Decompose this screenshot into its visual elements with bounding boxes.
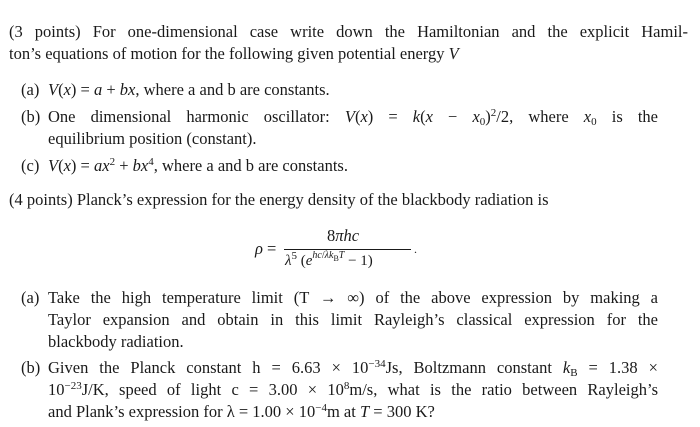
problem2-item-b-line3 <box>48 401 435 423</box>
problem1-item-a-label: (a) <box>21 80 40 99</box>
problem2-item-a-label: (a) <box>21 288 40 307</box>
problem2-item-a-line2: Taylor expansion and obtain in this limit Rayleigh’s classical expression for the <box>48 310 658 329</box>
equation-a: V <box>48 80 59 99</box>
problem1-item-a-text: V(x) = a + bx, where a and b are constants. <box>48 80 330 99</box>
problem2-item-a-line1: Take the high temperature limit (T → ∞) of the above expression by making a <box>48 288 658 307</box>
planck-constant-value: h = 6.63 × 10 <box>252 358 369 377</box>
boltzmann-constant-value: = 1.38 × <box>577 358 658 377</box>
temperature-value: = 300 K? <box>369 402 435 421</box>
item-c-tail: , where a and b are constants. <box>153 156 348 175</box>
boltzmann-exp: −23 <box>64 380 82 392</box>
wavelength-value: λ = 1.00 × 10 <box>226 402 316 421</box>
b-line1-pre: Given the Planck constant <box>48 358 253 377</box>
speed-of-light-value: c = 3.00 × 10 <box>231 380 344 399</box>
item-a-tail: , where a and b are constants. <box>135 80 330 99</box>
problem1-lead-line2-text: ton’s equations of motion for the following given potential energy <box>9 44 449 63</box>
problem2-lead: (4 points) Planck’s expression for the energy density of the blackbody radiation is <box>9 190 549 209</box>
problem1-item-b-label: (b) <box>21 107 41 126</box>
item-b-tail-b: is the <box>611 107 659 126</box>
equation-c: $V(x) = ax^2 + bx^4$ <box>48 156 154 175</box>
wavelength-exp: −4 <box>315 402 327 414</box>
potential-V: V <box>448 44 459 63</box>
b-line2-end: m/s, what is the ratio between Rayleigh’s <box>349 380 658 399</box>
problem1-item-c-text <box>48 155 348 177</box>
problem2-item-b-line1: Given the Planck constant $h = 6.63 \times 10^{-34}Js$, Boltzmann constant $k_B = 1.38$ × <box>48 358 658 379</box>
b-line3-pre: and Plank’s expression for <box>48 402 227 421</box>
problem1-item-c-label: (c) <box>21 156 40 175</box>
problem1-item-b-line2: equilibrium position (constant). <box>48 129 257 148</box>
item-b-pre: One dimensional harmonic oscillator: <box>48 107 330 126</box>
problem1-lead-line2 <box>9 43 459 65</box>
problem2-item-b-label: (b) <box>21 358 41 377</box>
problem1-item-b-line1: One dimensional harmonic oscillator: $V(x) = k(x - x_0)^2/2$, where $x_0$ is the <box>48 107 659 128</box>
planck-constant-exp: −34 <box>368 358 386 370</box>
problem-sheet: (3 points) For one-dimensional case write down the Hamiltonian and the explicit Hamil- ton’s equations of motion for the following given potential energy V (a) V(x) = a + bx, where a and b are constants. (b) One dimensional harmonic oscillator: $V(x) = k(x - x_0)^2/2$, where $x_0$ is the equilibrium position (constant). (c) $V(x) = ax^2 + bx^4$, where a and b are constants. (4 points) Planck’s expression for the energy density of the blackbody radiation is ρ = 8πhc $\lambda^5$ $(e^{hc/\lambda k_BT} - 1)$ . (a) Take the high temperature limit (T → ∞) of the above expression by making a Taylor expansion and obtain in this limit Rayleigh’s classical expression for the blackbody radiation. (b) Given the Planck constant $h = 6.63 \times 10^{-34}Js$, Boltzmann constant $k_B = 1.38$ × $10^{-23}J/K$, speed of light $c = 3.00 \times 10^8m/s$, what is the ratio between Rayleigh’s and Plank’s expression for $\lambda = 1.00 \times 10^{-4}m$ at T = 300 K? <box>9 22 688 421</box>
problem1-lead-line1: (3 points) For one-dimensional case write down the Hamiltonian and the explicit Hamil- <box>9 22 688 41</box>
b-line2-pre: 10 <box>48 380 65 399</box>
b-line1-mid: Js, Boltzmann constant <box>385 358 563 377</box>
problem2-item-b-line2 <box>48 379 658 401</box>
item-b-tail-a: , where <box>509 107 569 126</box>
b-line2-mid: J/K, speed of light <box>81 380 232 399</box>
b-line3-mid: m at <box>326 402 360 421</box>
temperature-symbol: T <box>359 402 370 421</box>
equation-b: $V(x) = k(x - x_0)^2/2$ <box>344 107 510 128</box>
speed-of-light-exp: 8 <box>343 380 350 392</box>
problem2-item-a-line3: blackbody radiation. <box>48 332 184 351</box>
